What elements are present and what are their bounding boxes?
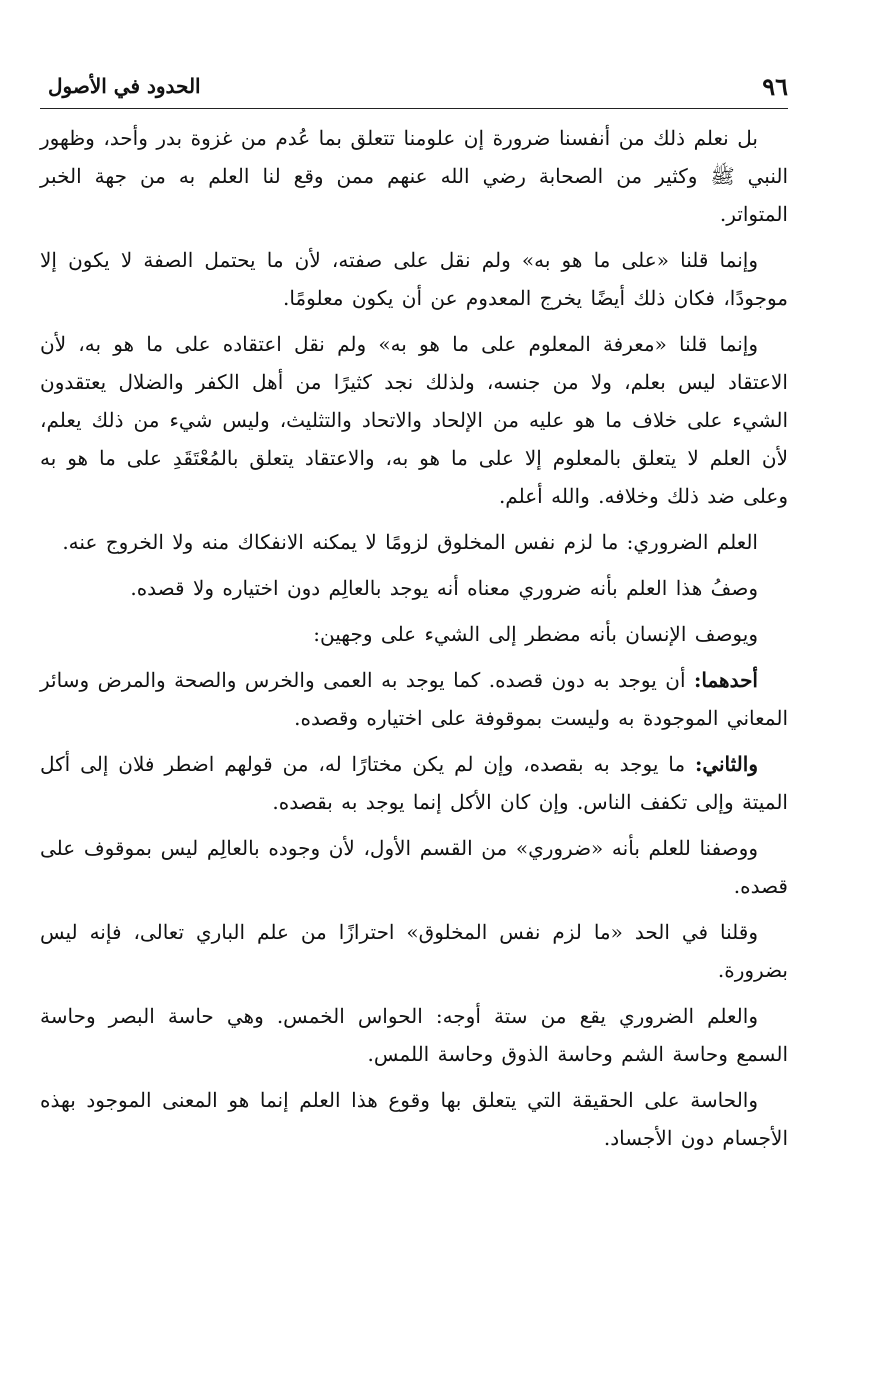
- paragraph-lead: أحدهما:: [693, 668, 758, 692]
- paragraph-text: والعلم الضروري يقع من ستة أوجه: الحواس الخمس. وهي حاسة البصر وحاسة السمع وحاسة الشم وحاسة الذوق وحاسة اللمس.: [40, 1004, 788, 1066]
- paragraph-text: والحاسة على الحقيقة التي يتعلق بها وقوع هذا العلم إنما هو المعنى الموجود بهذه الأجسام دون الأجساد.: [40, 1088, 788, 1150]
- paragraph: [40, 997, 788, 1073]
- paragraph: [40, 523, 788, 561]
- paragraph: [40, 913, 788, 989]
- paragraph-text: وصفُ هذا العلم بأنه ضروري معناه أنه يوجد بالعالِم دون اختياره ولا قصده.: [130, 576, 758, 600]
- paragraph-text: العلم الضروري: ما لزم نفس المخلوق لزومًا لا يمكنه الانفكاك منه ولا الخروج عنه.: [62, 530, 758, 554]
- paragraph: [40, 241, 788, 317]
- paragraph: [40, 325, 788, 515]
- paragraph: [40, 615, 788, 653]
- paragraph-lead: والثاني:: [694, 752, 758, 776]
- paragraph: [40, 119, 788, 233]
- book-page: [40, 70, 788, 1165]
- paragraph-text: وقلنا في الحد «ما لزم نفس المخلوق» احترازًا من علم الباري تعالى، فإنه ليس بضرورة.: [40, 920, 788, 982]
- running-title: الحدود في الأصول: [48, 74, 201, 98]
- paragraph-text: بل نعلم ذلك من أنفسنا ضرورة إن علومنا تتعلق بما عُدم من غزوة بدر وأحد، وظهور النبي ﷺ وكثير من الصحابة رضي الله عنهم ممن وقع لنا العلم به من جهة الخبر المتواتر.: [40, 126, 789, 226]
- body-text: [40, 119, 788, 1157]
- page-number: ٩٦: [762, 72, 788, 101]
- paragraph: [40, 569, 788, 607]
- paragraph-text: ويوصف الإنسان بأنه مضطر إلى الشيء على وجهين:: [313, 622, 758, 646]
- paragraph-text: ما يوجد به بقصده، وإن لم يكن مختارًا له، من قولهم اضطر فلان إلى أكل الميتة وإلى تكفف الناس. وإن كان الأكل إنما يوجد به بقصده.: [40, 752, 788, 814]
- paragraph-text: أن يوجد به دون قصده. كما يوجد به العمى والخرس والصحة والمرض وسائر المعاني الموجودة به وليست بموقوفة على اختياره وقصده.: [40, 668, 788, 730]
- paragraph: [40, 661, 788, 737]
- paragraph-text: ووصفنا للعلم بأنه «ضروري» من القسم الأول، لأن وجوده بالعالِم ليس بموقوف على قصده.: [40, 836, 788, 898]
- paragraph: [40, 1081, 788, 1157]
- paragraph-text: وإنما قلنا «معرفة المعلوم على ما هو به» ولم نقل اعتقاده على ما هو به، لأن الاعتقاد ليس بعلم، ولا من جنسه، ولذلك نجد كثيرًا من أهل الكفر والضلال يعتقدون الشيء على خلاف ما هو عليه من الإلحاد والاتحاد والتثليث، وليس شيء من ذلك يعلم، لأن العلم لا يتعلق بالمعلوم إلا على ما هو به، والاعتقاد يتعلق بالمُعْتَقَدِ على ما هو به وعلى ضد ذلك وخلافه. والله أعلم.: [40, 332, 788, 508]
- page-header: [40, 70, 788, 109]
- paragraph: [40, 829, 788, 905]
- paragraph: [40, 745, 788, 821]
- paragraph-text: وإنما قلنا «على ما هو به» ولم نقل على صفته، لأن ما يحتمل الصفة لا يكون إلا موجودًا، فكان ذلك أيضًا يخرج المعدوم عن أن يكون معلومًا.: [40, 248, 788, 310]
